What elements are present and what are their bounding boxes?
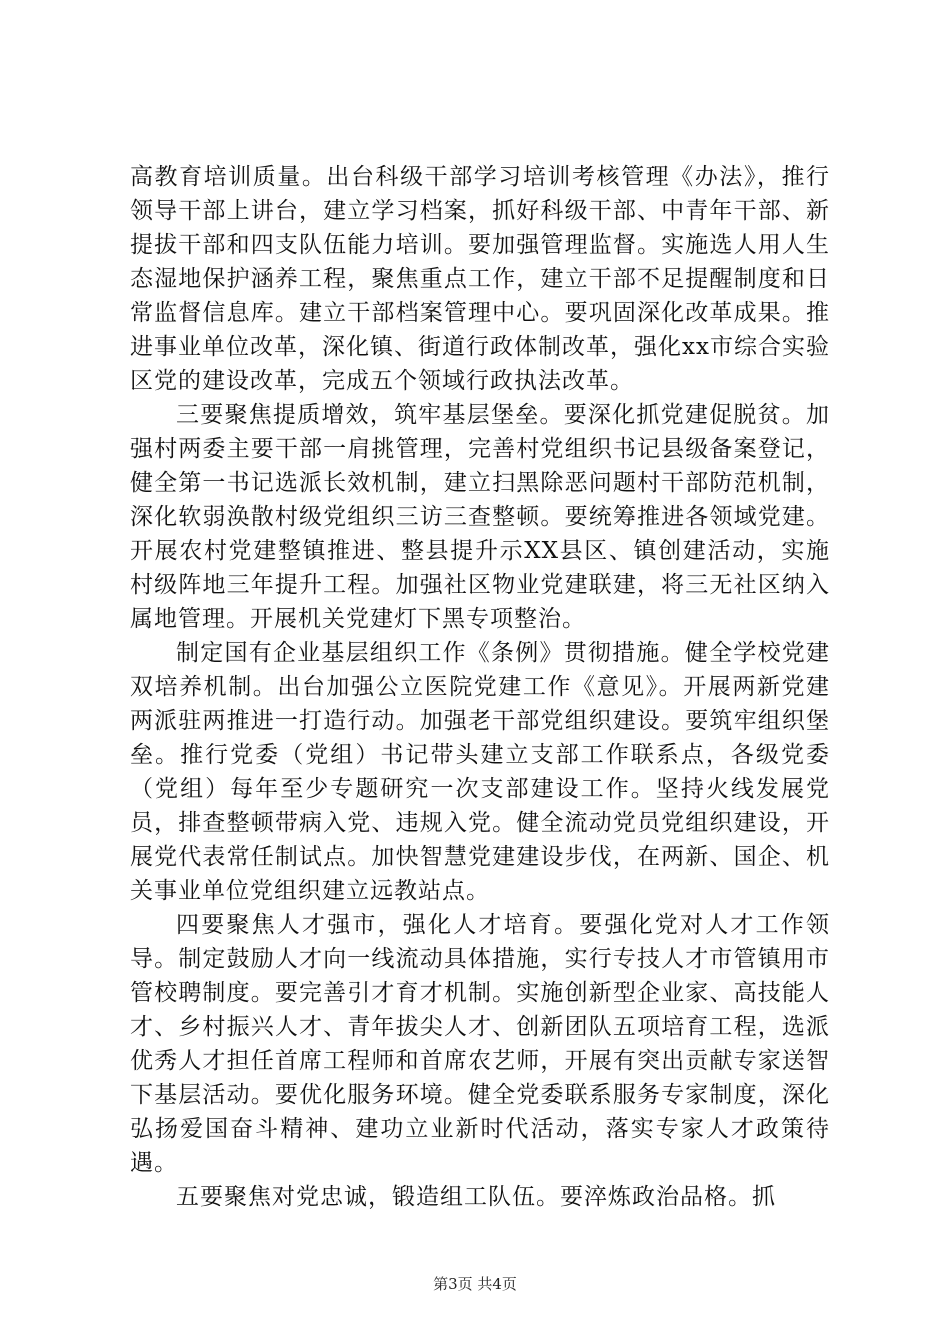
paragraph-2: 三要聚焦提质增效，筑牢基层堡垒。要深化抓党建促脱贫。加强村两委主要干部一肩挑管理，完善村党组织书记县级备案登记，健全第一书记选派长效机制，建立扫黑除恶问题村干部防范机制，深化软弱涣散村级党组织三访三查整顿。要统筹推进各领域党建。开展农村党建整镇推进、整县提升示XX县区、镇创建活动，实施村级阵地三年提升工程。加强社区物业党建联建，将三无社区纳入属地管理。开展机关党建灯下黑专项整治。 xyxy=(130,402,830,632)
page-number-label: 第3页 共4页 xyxy=(433,1275,517,1293)
paragraph-4: 四要聚焦人才强市，强化人才培育。要强化党对人才工作领导。制定鼓励人才向一线流动具体措施，实行专技人才市管镇用市管校聘制度。要完善引才育才机制。实施创新型企业家、高技能人才、乡村振兴人才、青年拔尖人才、创新团队五项培育工程，选派优秀人才担任首席工程师和首席农艺师，开展有突出贡献专家送智下基层活动。要优化服务环境。健全党委联系服务专家制度，深化弘扬爱国奋斗精神、建功立业新时代活动，落实专家人才政策待遇。 xyxy=(130,912,830,1176)
page-footer xyxy=(0,1274,950,1294)
paragraph-3: 制定国有企业基层组织工作《条例》贯彻措施。健全学校党建双培养机制。出台加强公立医院党建工作《意见》。开展两新党建两派驻两推进一打造行动。加强老干部党组织建设。要筑牢组织堡垒。推行党委（党组）书记带头建立支部工作联系点，各级党委（党组）每年至少专题研究一次支部建设工作。坚持火线发展党员，排查整顿带病入党、违规入党。健全流动党员党组织建设，开展党代表常任制试点。加快智慧党建建设步伐，在两新、国企、机关事业单位党组织建立远教站点。 xyxy=(130,640,830,904)
paragraph-5: 五要聚焦对党忠诚，锻造组工队伍。要淬炼政治品格。抓 xyxy=(176,1184,776,1210)
document-body xyxy=(130,160,830,1214)
paragraph-1: 高教育培训质量。出台科级干部学习培训考核管理《办法》，推行领导干部上讲台，建立学习档案，抓好科级干部、中青年干部、新提拔干部和四支队伍能力培训。要加强管理监督。实施选人用人生态湿地保护涵养工程，聚焦重点工作，建立干部不足提醒制度和日常监督信息库。建立干部档案管理中心。要巩固深化改革成果。推进事业单位改革，深化镇、街道行政体制改革，强化xx市综合实验区党的建设改革，完成五个领域行政执法改革。 xyxy=(130,164,830,394)
